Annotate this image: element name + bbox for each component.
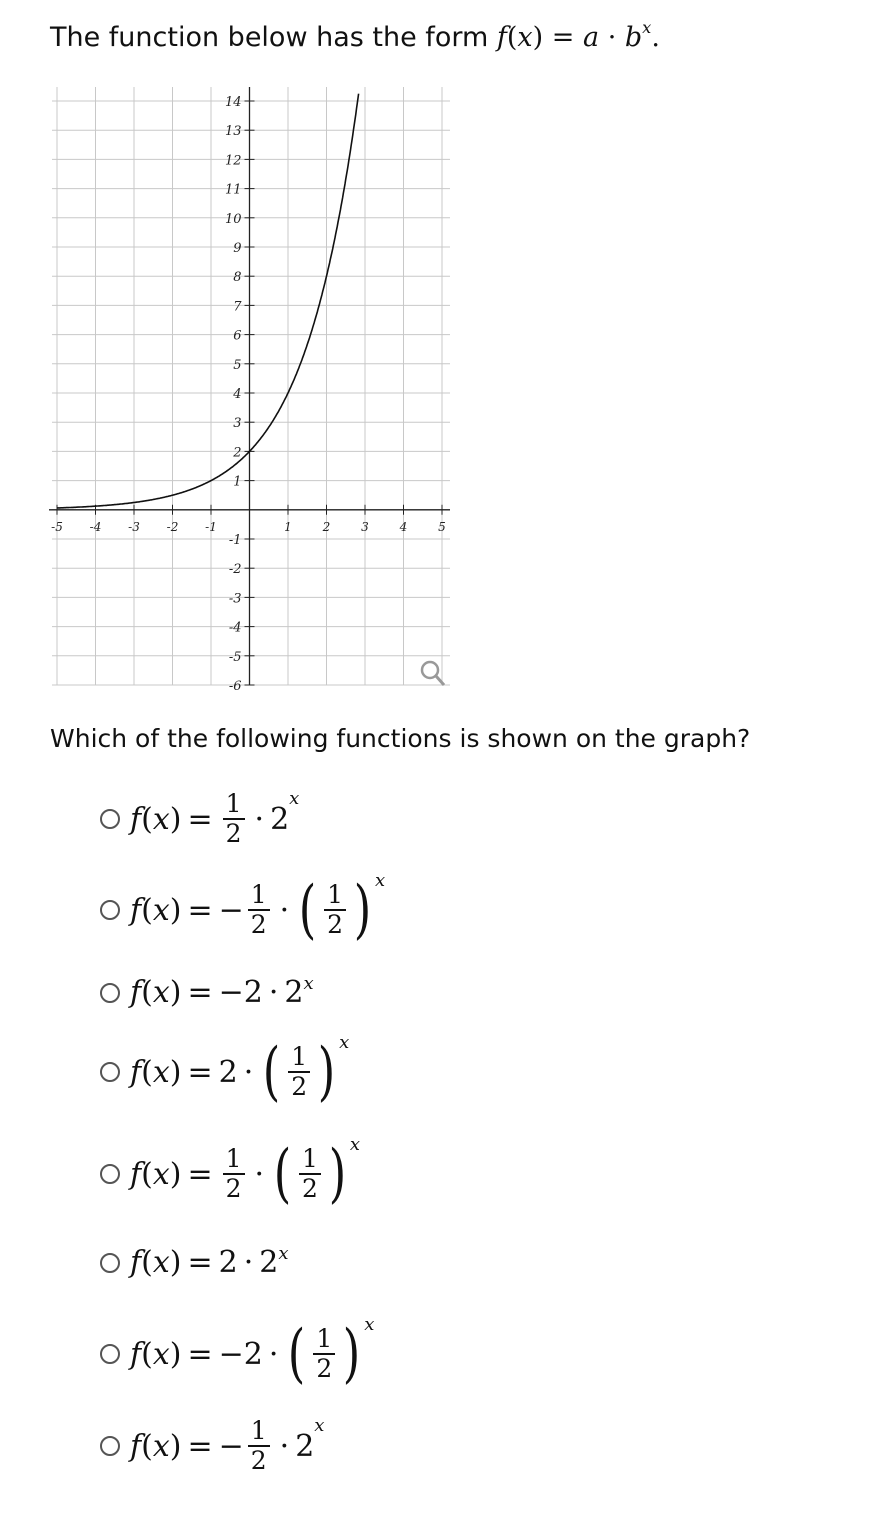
x-tick-label: -1 — [205, 519, 217, 534]
paren-close: ) — [169, 1156, 182, 1192]
multiply-dot: · — [279, 892, 290, 928]
formula-f: f — [130, 1054, 142, 1090]
equals-sign: = — [187, 1336, 213, 1372]
denominator: 2 — [250, 910, 267, 939]
denominator: 2 — [302, 1174, 318, 1203]
big-paren-open: ( — [288, 1317, 306, 1391]
radio-button[interactable] — [100, 1436, 120, 1456]
formula-x: x — [152, 1336, 170, 1372]
x-tick-label: -4 — [89, 519, 102, 534]
fraction — [313, 1325, 335, 1383]
exponent: x — [314, 1415, 325, 1436]
fraction — [248, 881, 270, 939]
exponent: x — [289, 788, 300, 809]
formula-end: . — [651, 21, 660, 53]
y-tick-label: 13 — [224, 124, 242, 140]
multiply-dot: · — [268, 975, 279, 1010]
exponential-graph — [0, 0, 870, 700]
option-formula — [130, 790, 299, 848]
numerator: 1 — [291, 1042, 308, 1071]
answer-option-1[interactable] — [100, 790, 299, 848]
coefficient: 2 — [218, 1054, 238, 1090]
minus-sign: − — [218, 1428, 244, 1464]
fraction — [223, 1145, 245, 1203]
equals-sign: = — [187, 1245, 213, 1280]
radio-button[interactable] — [100, 809, 120, 829]
multiply-dot: · — [279, 1428, 290, 1464]
question-text: Which of the following functions is shown on the graph? — [50, 724, 751, 753]
formula-x: x — [152, 975, 170, 1010]
y-tick-label: -2 — [228, 562, 242, 578]
y-tick-label: 2 — [233, 445, 242, 461]
y-tick-label: 9 — [233, 241, 242, 256]
big-paren-open: ( — [262, 1035, 281, 1109]
magnifier-icon[interactable] — [422, 662, 444, 685]
y-tick-label: 4 — [233, 387, 242, 402]
y-tick-label: 11 — [224, 182, 242, 198]
formula-f: f — [130, 801, 142, 837]
paren-open: ( — [141, 1428, 153, 1464]
exponent: x — [278, 1243, 289, 1264]
denominator: 2 — [225, 1174, 242, 1203]
coefficient: −2 — [218, 975, 263, 1010]
x-tick-label: 1 — [284, 519, 292, 534]
answer-option-3[interactable] — [100, 975, 314, 1010]
numerator: 1 — [225, 1144, 242, 1173]
y-tick-label: 3 — [233, 416, 242, 432]
paren-open: ( — [141, 892, 153, 928]
fraction — [299, 1145, 321, 1203]
paren-close: ) — [169, 1245, 182, 1280]
formula-f: f — [130, 892, 142, 928]
big-paren-close: ) — [343, 1317, 361, 1391]
radio-button[interactable] — [100, 1164, 120, 1184]
paren-open: ( — [141, 1156, 153, 1192]
formula-dot: · — [607, 21, 617, 53]
base: 2 — [259, 1245, 279, 1280]
answer-option-7[interactable] — [100, 1314, 375, 1391]
formula-exp: x — [642, 18, 652, 37]
denominator: 2 — [316, 1354, 333, 1383]
paren-open: ( — [141, 1245, 153, 1280]
formula-x: x — [517, 21, 533, 53]
base: 2 — [270, 801, 290, 837]
denominator: 2 — [250, 1446, 267, 1475]
option-formula — [130, 1417, 324, 1475]
y-tick-label: -1 — [228, 533, 242, 548]
paren-open: ( — [141, 975, 153, 1010]
fraction — [248, 1417, 270, 1475]
option-formula — [130, 1134, 361, 1211]
denominator: 2 — [327, 910, 344, 939]
equals-sign: = — [187, 1054, 213, 1090]
y-tick-label: -3 — [228, 591, 242, 607]
option-formula — [130, 975, 314, 1010]
paren-close: ) — [169, 1054, 182, 1090]
multiply-dot: · — [243, 1245, 254, 1280]
x-tick-label: -3 — [128, 519, 140, 534]
y-tick-label: 12 — [224, 153, 242, 169]
y-tick-label: 1 — [233, 474, 242, 490]
answer-option-5[interactable] — [100, 1134, 361, 1211]
numerator: 1 — [327, 880, 344, 909]
y-tick-label: 6 — [233, 328, 242, 344]
exponent: x — [349, 1134, 361, 1155]
x-tick-label: 4 — [399, 519, 408, 534]
x-tick-label: 3 — [361, 519, 369, 534]
answer-option-6[interactable] — [100, 1245, 289, 1280]
formula-x: x — [152, 1428, 170, 1464]
multiply-dot: · — [254, 1156, 265, 1192]
x-tick-label: 5 — [438, 519, 446, 534]
fraction — [324, 881, 346, 939]
x-tick-label: -2 — [166, 519, 179, 534]
prompt-text: The function below has the form — [50, 21, 489, 53]
paren-close: ) — [169, 801, 182, 837]
fraction — [288, 1043, 310, 1101]
equals-sign: = — [187, 892, 213, 928]
equals-sign: = — [187, 801, 213, 837]
big-paren-close: ) — [353, 873, 372, 947]
radio-button[interactable] — [100, 900, 120, 920]
equals-sign: = — [187, 1428, 213, 1464]
denominator: 2 — [291, 1072, 308, 1101]
numerator: 1 — [250, 880, 267, 909]
y-tick-label: 10 — [224, 211, 242, 227]
y-tick-label: -4 — [228, 620, 242, 636]
function-curve — [57, 94, 359, 508]
formula-x: x — [152, 1156, 170, 1192]
big-paren-close: ) — [328, 1137, 347, 1211]
y-tick-label: -5 — [228, 649, 242, 665]
multiply-dot: · — [243, 1054, 254, 1090]
option-formula — [130, 1245, 289, 1280]
y-tick-label: 14 — [224, 95, 242, 110]
formula-f: f — [130, 1245, 142, 1280]
formula-b: b — [624, 21, 643, 53]
formula-f: f — [496, 21, 507, 53]
numerator: 1 — [316, 1324, 333, 1353]
paren-open: ( — [141, 801, 153, 837]
numerator: 1 — [302, 1144, 318, 1173]
base: 2 — [284, 975, 304, 1010]
prompt-formula: $f(x) = a \cdot b^x$. — [496, 18, 660, 53]
formula-x: x — [152, 801, 170, 837]
exponent: x — [339, 1032, 350, 1053]
y-tick-label: 5 — [233, 357, 242, 373]
formula-x: x — [152, 1054, 170, 1090]
option-formula — [130, 1032, 350, 1109]
big-paren-close: ) — [317, 1035, 336, 1109]
paren-close: ) — [169, 892, 182, 928]
equals-sign: = — [187, 975, 213, 1010]
radio-button[interactable] — [100, 1253, 120, 1273]
paren-close: ) — [169, 1428, 182, 1464]
big-paren-open: ( — [273, 1137, 292, 1211]
x-tick-label: -5 — [51, 519, 63, 534]
base: 2 — [295, 1428, 315, 1464]
radio-button[interactable] — [100, 1062, 120, 1082]
y-tick-label: 7 — [233, 299, 242, 315]
exponent: x — [364, 1314, 375, 1335]
answer-option-8[interactable] — [100, 1417, 324, 1475]
numerator: 1 — [250, 1416, 267, 1445]
formula-f: f — [130, 975, 142, 1010]
paren-close: ) — [169, 1336, 182, 1372]
formula-f: f — [130, 1428, 142, 1464]
multiply-dot: · — [254, 801, 265, 837]
multiply-dot: · — [268, 1336, 279, 1372]
formula-x: x — [152, 1245, 170, 1280]
exponent: x — [303, 973, 314, 994]
answer-option-4[interactable] — [100, 1032, 350, 1109]
minus-sign: − — [218, 892, 244, 928]
y-tick-label: 8 — [233, 270, 242, 286]
answer-option-2[interactable] — [100, 870, 386, 947]
formula-a: a — [582, 21, 600, 53]
paren-close: ) — [169, 975, 182, 1010]
big-paren-open: ( — [298, 873, 317, 947]
exponent: x — [375, 870, 386, 891]
option-formula — [130, 870, 386, 947]
formula-x: x — [152, 892, 170, 928]
radio-button[interactable] — [100, 1344, 120, 1364]
paren-open: ( — [141, 1336, 153, 1372]
equals-sign: = — [187, 1156, 213, 1192]
numerator: 1 — [225, 789, 242, 818]
coefficient: −2 — [218, 1336, 263, 1372]
paren-open: ( — [141, 1054, 153, 1090]
fraction — [223, 790, 245, 848]
x-tick-label: 2 — [322, 519, 331, 534]
radio-button[interactable] — [100, 983, 120, 1003]
formula-eq: = — [551, 21, 575, 53]
y-tick-label: -6 — [228, 679, 242, 694]
denominator: 2 — [225, 819, 242, 848]
coefficient: 2 — [218, 1245, 238, 1280]
formula-f: f — [130, 1336, 142, 1372]
formula-f: f — [130, 1156, 142, 1192]
option-formula — [130, 1314, 375, 1391]
